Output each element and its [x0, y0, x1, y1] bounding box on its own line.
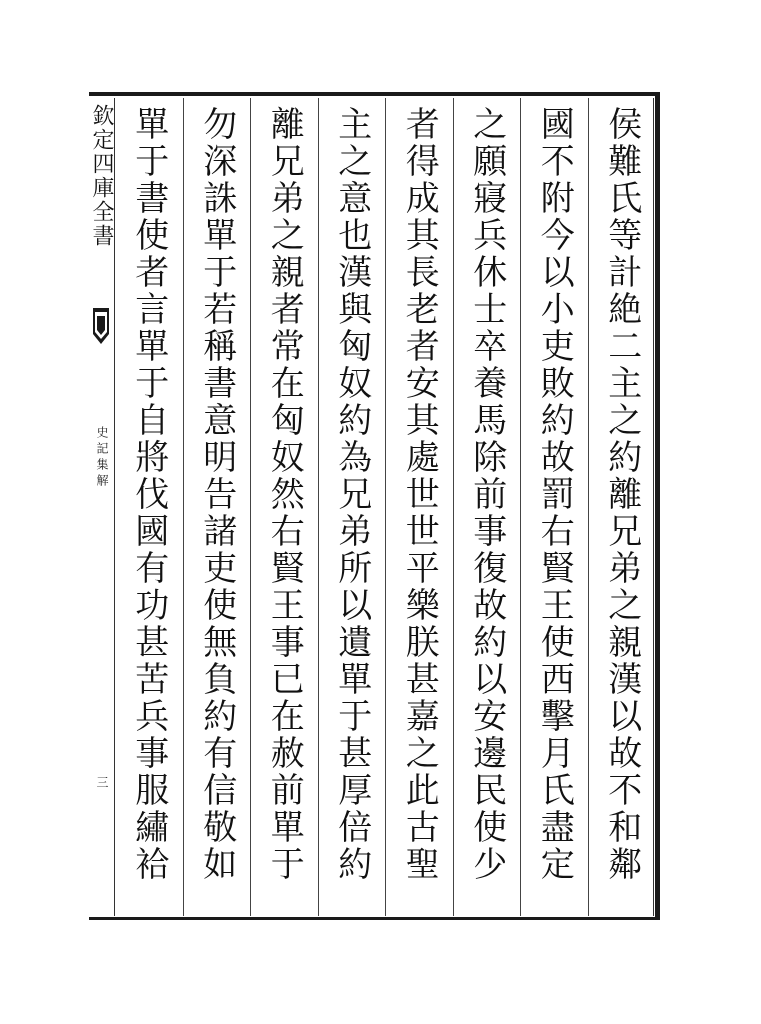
book-title: 欽定四庫全書: [89, 104, 114, 248]
column-text: 離兄弟之親者常在匈奴然右賢王事已在赦前單于: [264, 106, 305, 883]
column-text: 勿深誅單于若稱書意明告諸吏使無負約有信敬如: [196, 106, 237, 883]
column-text: 單于書使者言單于自將伐國有功甚苦兵事服繡袷: [128, 106, 169, 883]
text-column: [250, 98, 318, 916]
text-column: [183, 98, 251, 916]
chapter-title: 史記集解: [95, 426, 109, 490]
text-column: [520, 98, 588, 916]
column-text: 主之意也漢與匈奴約為兄弟所以遺單于甚厚倍約: [331, 106, 372, 883]
fishtail-mark-icon: [91, 306, 111, 346]
page-number: 三: [95, 776, 109, 788]
column-text: 之願寢兵休士卒養馬除前事復故約以安邊民使少: [466, 106, 507, 883]
column-text: 者得成其長老者安其處世世平樂朕甚嘉之此古聖: [399, 106, 440, 883]
text-column: [385, 98, 453, 916]
text-column: [318, 98, 386, 916]
fold-margin: [89, 96, 114, 916]
column-text: 侯難氏等計絶二主之約離兄弟之親漢以故不和鄰: [601, 106, 642, 883]
text-column: [588, 98, 656, 916]
text-column: [115, 98, 183, 916]
text-column: [453, 98, 521, 916]
text-columns: [115, 98, 655, 916]
column-text: 國不附今以小吏敗約故罰右賢王使西擊月氏盡定: [534, 106, 575, 883]
